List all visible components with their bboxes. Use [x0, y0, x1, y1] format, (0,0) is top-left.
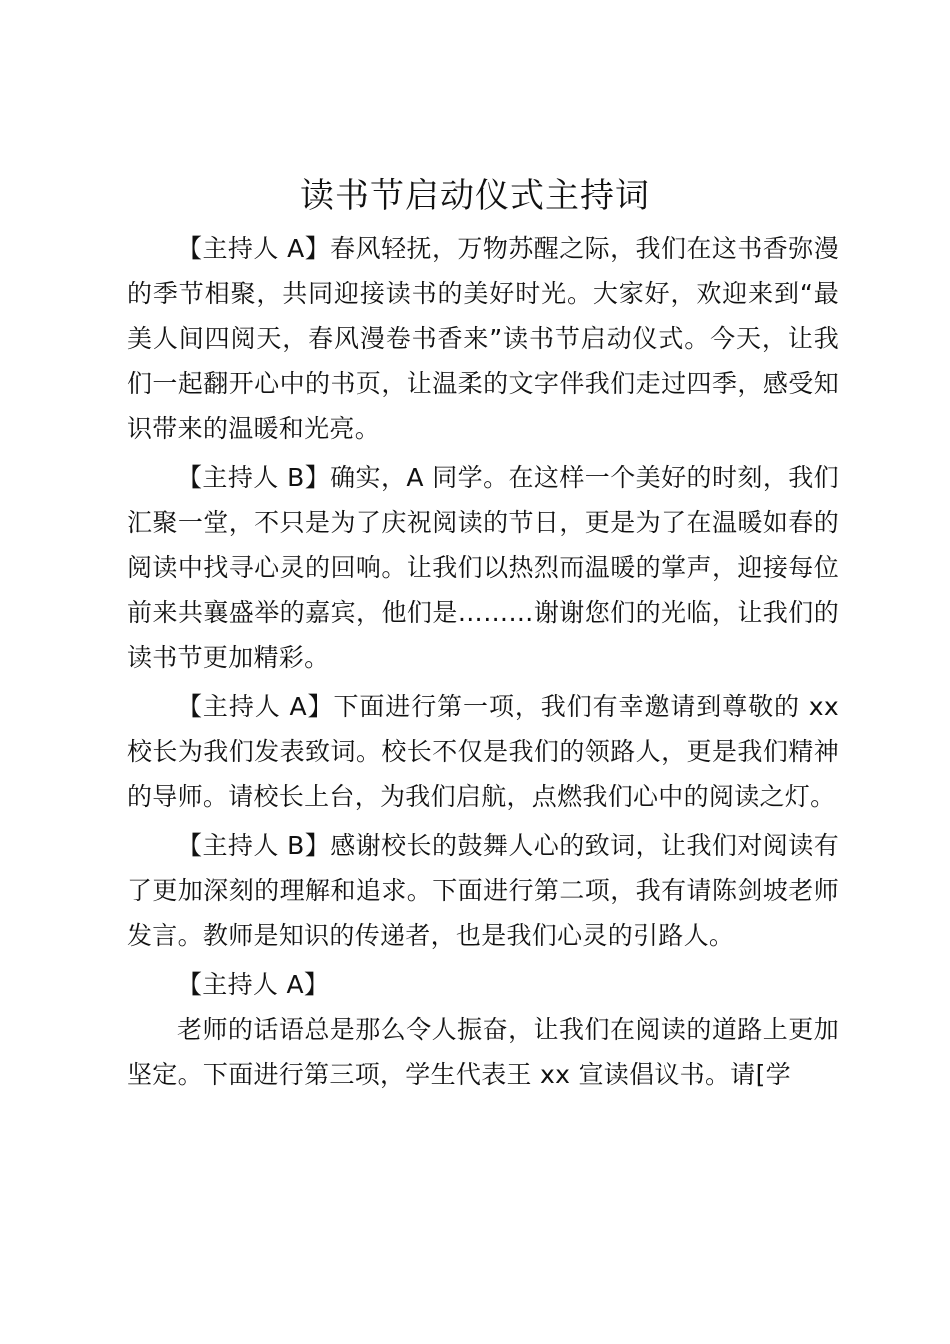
- paragraph-host-a-opening: 【主持人 A】春风轻抚，万物苏醒之际，我们在这书香弥漫的季节相聚，共同迎接读书的美好时光。大家好，欢迎来到“最美人间四阅天，春风漫卷书香来”读书节启动仪式。今天，让我们一起翻开心中的书页，让温柔的文字伴我们走过四季，感受知识带来的温暖和光亮。: [127, 234, 839, 443]
- paragraph-host-a-label: 【主持人 A】: [177, 970, 330, 999]
- document-title: 读书节启动仪式主持词: [300, 176, 650, 216]
- paragraph-item-three: 老师的话语总是那么令人振奋，让我们在阅读的道路上更加坚定。下面进行第三项，学生代表王 xx 宣读倡议书。请[学: [127, 1015, 839, 1089]
- document-body: [127, 226, 839, 1101]
- paragraph-host-b-item-two: 【主持人 B】感谢校长的鼓舞人心的致词，让我们对阅读有了更加深刻的理解和追求。下面进行第二项，我有请陈剑坡老师发言。教师是知识的传递者，也是我们心灵的引路人。: [127, 831, 839, 950]
- paragraph-host-b-welcome: 【主持人 B】确实，A 同学。在这样一个美好的时刻，我们汇聚一堂，不只是为了庆祝阅读的节日，更是为了在温暖如春的阅读中找寻心灵的回响。让我们以热烈而温暖的掌声，迎接每位前来共襄盛举的嘉宾，他们是………谢谢您们的光临，让我们的读书节更加精彩。: [127, 463, 839, 672]
- paragraph-host-a-item-one: 【主持人 A】下面进行第一项，我们有幸邀请到尊敬的 xx 校长为我们发表致词。校长不仅是我们的领路人，更是我们精神的导师。请校长上台，为我们启航，点燃我们心中的阅读之灯。: [127, 692, 839, 811]
